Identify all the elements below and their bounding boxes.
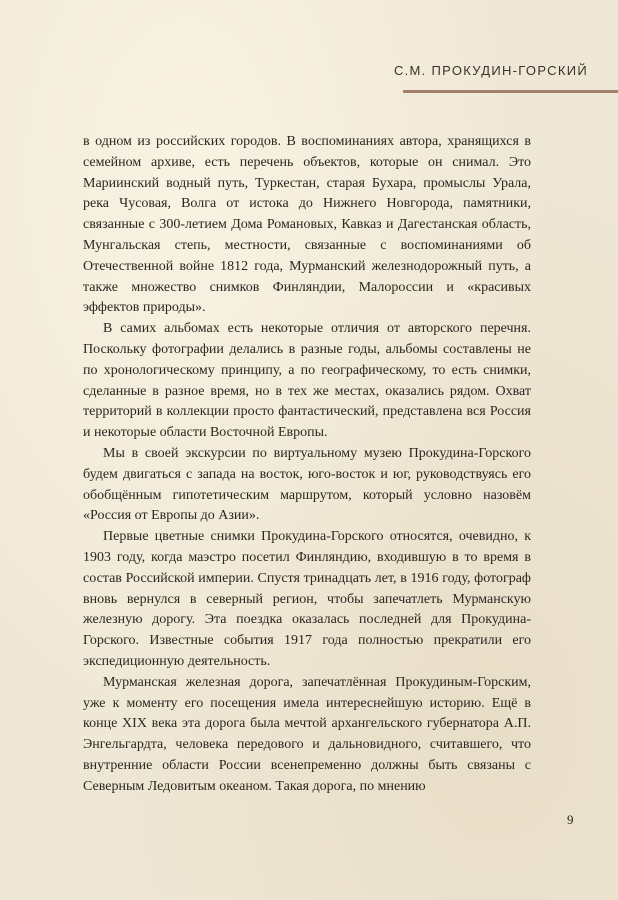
running-header: С.М. ПРОКУДИН-ГОРСКИЙ	[393, 63, 588, 78]
paragraph: Первые цветные снимки Прокудина-Горского относятся, очевидно, к 1903 году, когда маэстро посетил Финляндию, входившую в то время в состав Российской империи. Спустя тринадцать лет, в 1916 году, фотограф вновь вернулся в северный регион, чтобы запечатлеть Мурманскую железную дорогу. Эта поездка оказалась последней для Прокудина-Горского. Известные события 1917 года полностью прекратили его экспедиционную деятельность.	[83, 529, 531, 669]
header-rule	[403, 90, 618, 93]
paragraph: в одном из российских городов. В воспоминаниях автора, хранящихся в семейном архиве, есть перечень объектов, которые он снимал. Это Мариинский водный путь, Туркестан, старая Бухара, промыслы Урала, река Чусовая, Волга от истока до Нижнего Новгорода, памятники, связанные с 300-летием Дома Романовых, Кавказ и Дагестанская область, Мунгальская степь, местности, связанные с воспоминаниями об Отечественной войне 1812 года, Мурманский железнодорожный путь, а также множество снимков Финляндии, Малороссии и «красивых эффектов природы».	[83, 134, 531, 316]
paragraph: В самих альбомах есть некоторые отличия от авторского перечня. Поскольку фотографии делались в разные годы, альбомы составлены не по хронологическому принципу, а по географическому, то есть снимки, сделанные в разное время, но в тех же местах, оказались рядом. Охват территорий в коллекции просто фантастический, представлена вся Россия и некоторые области Восточной Европы.	[83, 321, 531, 441]
paragraph: Мурманская железная дорога, запечатлённая Прокудиным-Горским, уже к моменту его посещения имела интереснейшую историю. Ещё в конце XIX века эта дорога была мечтой архангельского губернатора А.П. Энгельгардта, человека передового и дальновидного, считавшего, что внутренние области России всенепременно должны быть связаны с Северным Ледовитым океаном. Такая дорога, по мнению	[83, 674, 531, 794]
page-number: 9	[567, 812, 574, 827]
paragraph: Мы в своей экскурсии по виртуальному музею Прокудина-Горского будем двигаться с запада на восток, юго-восток и юг, руководствуясь его обобщённым гипотетическим маршрутом, который условно назовём «Россия от Европы до Азии».	[83, 445, 531, 524]
body-text	[83, 132, 531, 798]
